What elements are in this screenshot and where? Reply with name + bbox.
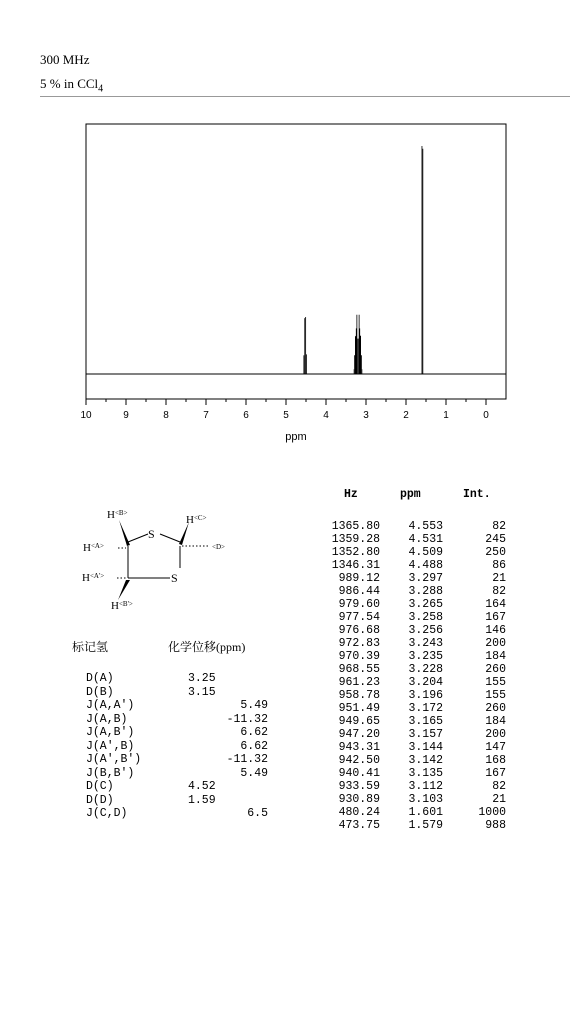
peak-hz: 961.23 bbox=[338, 676, 380, 689]
peak-hz: 940.41 bbox=[338, 767, 380, 780]
peak-hz: 968.55 bbox=[338, 663, 380, 676]
peak-hz: 1346.31 bbox=[331, 559, 380, 572]
peak-ppm: 3.204 bbox=[408, 676, 443, 689]
peak-hz: 979.60 bbox=[338, 598, 380, 611]
assignment-row bbox=[86, 686, 266, 699]
assignment-col1-title: 标记氢 bbox=[72, 640, 109, 654]
peak-int: 147 bbox=[485, 741, 506, 754]
peak-table-row bbox=[320, 819, 510, 832]
assignment-col2-title: 化学位移(ppm) bbox=[168, 640, 246, 654]
peak-int: 260 bbox=[485, 702, 506, 715]
peak-int: 164 bbox=[485, 598, 506, 611]
wedge-bond-hb-top bbox=[119, 520, 130, 546]
peak-int: 21 bbox=[492, 572, 506, 585]
x-tick-label-8: 2 bbox=[403, 410, 409, 421]
x-tick-label-9: 1 bbox=[443, 410, 449, 421]
peak-ppm: 3.228 bbox=[408, 663, 443, 676]
bond-s1-c2 bbox=[160, 534, 180, 542]
peak-table-row bbox=[320, 715, 510, 728]
x-tick-label-7: 3 bbox=[363, 410, 369, 421]
x-tick-label-3: 7 bbox=[203, 410, 209, 421]
peak-table-row bbox=[320, 611, 510, 624]
peak-int: 82 bbox=[492, 780, 506, 793]
assignment-value: -11.32 bbox=[226, 753, 268, 766]
peak-ppm: 3.103 bbox=[408, 793, 443, 806]
peak-hz: 473.75 bbox=[338, 819, 380, 832]
peak-ppm: 4.531 bbox=[408, 533, 443, 546]
peak-table-row bbox=[320, 676, 510, 689]
assignment-name: J(A,B) bbox=[86, 712, 128, 726]
assignment-value: 6.62 bbox=[240, 726, 268, 739]
peak-ppm: 4.488 bbox=[408, 559, 443, 572]
x-tick-label-2: 8 bbox=[163, 410, 169, 421]
peak-hz: 970.39 bbox=[338, 650, 380, 663]
assignment-value: 6.62 bbox=[240, 739, 268, 753]
peak-table-row bbox=[320, 559, 510, 572]
peak-ppm: 3.144 bbox=[408, 741, 443, 754]
peak-hz: 930.89 bbox=[338, 793, 380, 806]
peak-ppm: 3.172 bbox=[408, 702, 443, 715]
peak-hz: 933.59 bbox=[338, 780, 380, 793]
x-tick-label-10: 0 bbox=[483, 410, 489, 421]
hc-label: $H^{<C>}$ bbox=[186, 514, 207, 526]
assignment-row bbox=[86, 753, 266, 766]
peak-ppm: 3.112 bbox=[408, 780, 443, 793]
x-tick-label-0: 10 bbox=[80, 410, 92, 421]
assignment-value: 4.52 bbox=[188, 780, 216, 793]
molecule-structure bbox=[0, 0, 320, 620]
peak-ppm: 3.297 bbox=[408, 572, 443, 585]
sulfur-1-label: S bbox=[148, 527, 155, 541]
peak-hz: 480.24 bbox=[338, 806, 380, 819]
assignment-value: 6.5 bbox=[247, 807, 268, 820]
peak-table-header-ppm: ppm bbox=[400, 488, 421, 501]
peak-int: 86 bbox=[492, 559, 506, 572]
peak-int: 988 bbox=[485, 819, 506, 832]
peak-int: 168 bbox=[485, 754, 506, 767]
assignment-name: J(A',B) bbox=[86, 739, 135, 753]
peak-int: 82 bbox=[492, 520, 506, 533]
peak-int: 167 bbox=[485, 611, 506, 624]
assignment-name: D(C) bbox=[86, 780, 114, 793]
assignment-row bbox=[86, 780, 266, 793]
assignment-name: J(B,B') bbox=[86, 766, 135, 780]
peak-int: 184 bbox=[485, 650, 506, 663]
assignment-name: J(A,B') bbox=[86, 726, 135, 739]
peak-table-row bbox=[320, 741, 510, 754]
x-tick-label-4: 6 bbox=[243, 410, 249, 421]
peak-hz: 986.44 bbox=[338, 585, 380, 598]
peak-ppm: 3.165 bbox=[408, 715, 443, 728]
wedge-bond-hb-bottom bbox=[118, 580, 130, 600]
peak-int: 200 bbox=[485, 637, 506, 650]
peak-int: 155 bbox=[485, 676, 506, 689]
peak-table-row bbox=[320, 572, 510, 585]
peak-table-row bbox=[320, 585, 510, 598]
assignment-row bbox=[86, 740, 266, 753]
peak-ppm: 3.196 bbox=[408, 689, 443, 702]
ha-top-label: $H^{<A>}$ bbox=[83, 542, 104, 554]
peak-ppm: 1.601 bbox=[408, 806, 443, 819]
peak-hz: 1352.80 bbox=[331, 546, 380, 559]
assignment-value: 5.49 bbox=[240, 699, 268, 712]
x-tick-label-6: 4 bbox=[323, 410, 329, 421]
sample-label: 5 % in CCl$_4$ bbox=[40, 76, 104, 95]
peak-hz: 942.50 bbox=[338, 754, 380, 767]
x-axis-label: ppm bbox=[285, 431, 307, 443]
peak-ppm: 3.258 bbox=[408, 611, 443, 624]
peak-hz: 972.83 bbox=[338, 637, 380, 650]
peak-int: 200 bbox=[485, 728, 506, 741]
peak-table-row bbox=[320, 793, 510, 806]
peak-table-row bbox=[320, 689, 510, 702]
peak-ppm: 1.579 bbox=[408, 819, 443, 832]
peak-int: 155 bbox=[485, 689, 506, 702]
peak-hz: 947.20 bbox=[338, 728, 380, 741]
peak-int: 260 bbox=[485, 663, 506, 676]
peak-ppm: 3.265 bbox=[408, 598, 443, 611]
peak-ppm: 3.235 bbox=[408, 650, 443, 663]
peak-ppm: 3.135 bbox=[408, 767, 443, 780]
peak-hz: 976.68 bbox=[338, 624, 380, 637]
peak-ppm: 3.157 bbox=[408, 728, 443, 741]
peak-int: 167 bbox=[485, 767, 506, 780]
frequency-label: 300 MHz bbox=[40, 52, 90, 67]
assignment-value: 1.59 bbox=[188, 793, 216, 807]
assignment-row bbox=[86, 807, 266, 820]
peak-hz: 951.49 bbox=[338, 702, 380, 715]
peak-ppm: 3.243 bbox=[408, 637, 443, 650]
peak-hz: 949.65 bbox=[338, 715, 380, 728]
assignment-row bbox=[86, 794, 266, 807]
peak-int: 245 bbox=[485, 533, 506, 546]
assignment-name: J(A,A') bbox=[86, 699, 135, 712]
x-tick-label-5: 5 bbox=[283, 410, 289, 421]
peak-int: 184 bbox=[485, 715, 506, 728]
peak-table-row bbox=[320, 520, 510, 533]
peak-int: 1000 bbox=[478, 806, 506, 819]
peak-table-row bbox=[320, 546, 510, 559]
peak-table-header-int: Int. bbox=[463, 488, 491, 501]
peak-table-row bbox=[320, 754, 510, 767]
peak-hz: 1359.28 bbox=[331, 533, 380, 546]
x-tick-label-1: 9 bbox=[123, 410, 129, 421]
peak-ppm: 3.142 bbox=[408, 754, 443, 767]
peak-table-row bbox=[320, 728, 510, 741]
peak-table-row bbox=[320, 767, 510, 780]
peak-int: 21 bbox=[492, 793, 506, 806]
ha-bottom-label: $H^{<A'>}$ bbox=[82, 572, 105, 584]
sulfur-2-label: S bbox=[171, 571, 178, 585]
peak-table-header-hz: Hz bbox=[344, 488, 358, 501]
assignment-value: 3.25 bbox=[188, 672, 216, 685]
hb-bottom-label: $H^{<B'>}$ bbox=[111, 600, 133, 612]
peak-int: 82 bbox=[492, 585, 506, 598]
assignment-name: D(B) bbox=[86, 685, 114, 699]
peak-table-row bbox=[320, 806, 510, 819]
peak-int: 146 bbox=[485, 624, 506, 637]
peak-hz: 977.54 bbox=[338, 611, 380, 624]
assignment-value: -11.32 bbox=[226, 712, 268, 726]
assignment-row bbox=[86, 672, 266, 685]
assignment-row bbox=[86, 713, 266, 726]
peak-table-row bbox=[320, 637, 510, 650]
peak-ppm: 3.256 bbox=[408, 624, 443, 637]
assignment-name: D(A) bbox=[86, 672, 114, 685]
peak-table-row bbox=[320, 624, 510, 637]
bond-c1-s1 bbox=[128, 534, 148, 542]
peak-table-row bbox=[320, 650, 510, 663]
peak-hz: 943.31 bbox=[338, 741, 380, 754]
peak-table-row bbox=[320, 598, 510, 611]
peak-table-row bbox=[320, 533, 510, 546]
assignment-row bbox=[86, 726, 266, 739]
peak-table-row bbox=[320, 780, 510, 793]
assignment-name: J(C,D) bbox=[86, 807, 128, 820]
peak-hz: 1365.80 bbox=[331, 520, 380, 533]
peak-table-row bbox=[320, 663, 510, 676]
assignment-name: D(D) bbox=[86, 793, 114, 807]
d-label: <D> bbox=[212, 543, 225, 551]
peak-ppm: 4.509 bbox=[408, 546, 443, 559]
peak-hz: 958.78 bbox=[338, 689, 380, 702]
peak-int: 250 bbox=[485, 546, 506, 559]
assignment-name: J(A',B') bbox=[86, 753, 142, 766]
peak-table-row bbox=[320, 702, 510, 715]
peak-hz: 989.12 bbox=[338, 572, 380, 585]
assignment-value: 5.49 bbox=[240, 766, 268, 780]
assignment-row bbox=[86, 767, 266, 780]
peak-ppm: 4.553 bbox=[408, 520, 443, 533]
assignment-value: 3.15 bbox=[188, 685, 216, 699]
hb-top-label: $H^{<B>}$ bbox=[107, 509, 128, 521]
peaks-group bbox=[304, 146, 423, 374]
peak-ppm: 3.288 bbox=[408, 585, 443, 598]
assignment-row bbox=[86, 699, 266, 712]
